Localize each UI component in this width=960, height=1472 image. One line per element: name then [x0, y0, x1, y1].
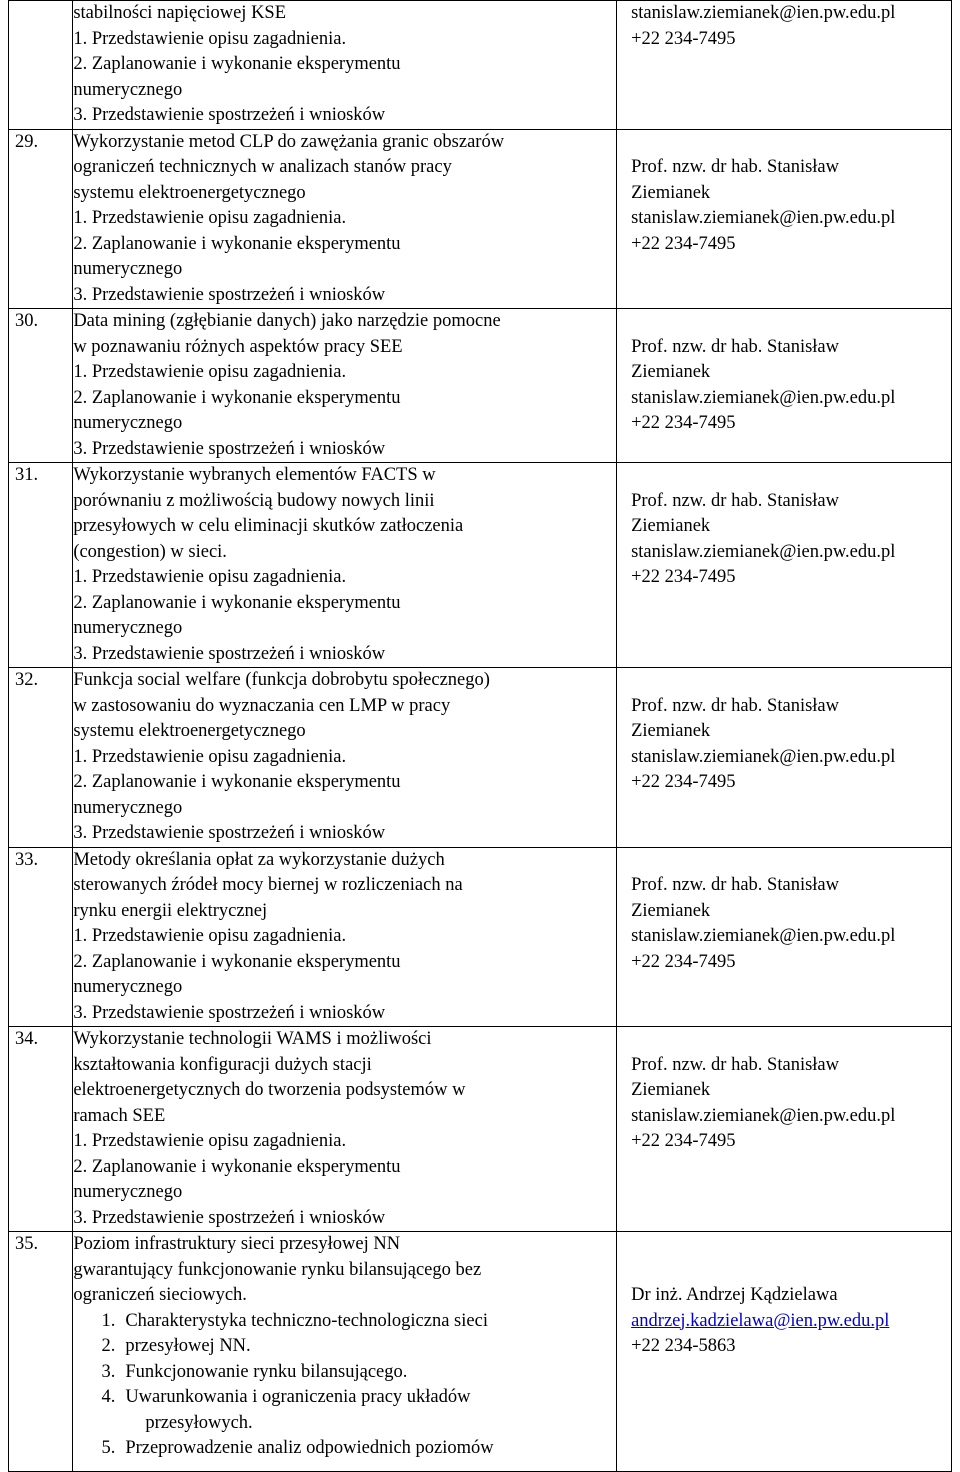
supervisor-name-cont: Ziemianek [631, 362, 711, 382]
topic-number-cell [9, 1027, 73, 1232]
supervisor-email-link[interactable]: andrzej.kadzielawa@ien.pw.edu.pl [631, 1310, 890, 1331]
supervisor-cell [617, 129, 952, 309]
topic-step: numerycznego [73, 977, 183, 997]
numbered-step [73, 1309, 616, 1335]
topic-steps [73, 1129, 616, 1231]
supervisor-name: Dr inż. Andrzej Kądzielawa [631, 1285, 838, 1305]
step-number: 2. [101, 1336, 116, 1356]
topic-steps [73, 206, 616, 308]
step-text: Funkcjonowanie rynku bilansującego. [125, 1361, 408, 1382]
supervisor-name: Prof. nzw. dr hab. Stanisław [631, 157, 839, 177]
topic-title-line: w poznawaniu różnych aspektów pracy SEE [73, 336, 403, 357]
topic-step: 1. Przedstawienie opisu zagadnienia. [73, 746, 347, 767]
topic-step: 1. Przedstawienie opisu zagadnienia. [73, 208, 347, 228]
topic-row [9, 1232, 952, 1472]
topic-title-line: stabilności napięciowej KSE [73, 3, 287, 23]
supervisor-email: stanislaw.ziemianek@ien.pw.edu.pl [631, 208, 896, 228]
step-number: 3. [101, 1361, 116, 1382]
topic-step: 2. Zaplanowanie i wykonanie eksperymentu [73, 387, 401, 408]
topic-title-line: Poziom infrastruktury sieci przesyłowej NN [73, 1234, 401, 1254]
topic-step: 2. Zaplanowanie i wykonanie eksperymentu [73, 233, 401, 254]
topic-cell [73, 129, 617, 309]
supervisor-cell [617, 1, 952, 130]
topic-cell [73, 1027, 617, 1232]
supervisor-name: Prof. nzw. dr hab. Stanisław [631, 1054, 839, 1075]
step-text: przesyłowej NN. [125, 1336, 251, 1356]
topic-step: numerycznego [73, 1182, 183, 1202]
step-number: 4. [101, 1387, 116, 1407]
topic-number: 32. [15, 670, 39, 690]
topic-step: numerycznego [73, 797, 183, 818]
topic-steps [73, 565, 616, 667]
topic-step: 2. Zaplanowanie i wykonanie eksperymentu [73, 772, 401, 792]
topic-title-line: gwarantujący funkcjonowanie rynku bilansującego bez [73, 1259, 482, 1280]
topic-number: 30. [15, 311, 39, 331]
topic-step: 3. Przedstawienie spostrzeżeń i wniosków [73, 1207, 386, 1228]
topic-row [9, 309, 952, 463]
supervisor-phone: +22 234-7495 [631, 772, 736, 792]
numbered-step [73, 1360, 616, 1386]
topic-step: 1. Przedstawienie opisu zagadnienia. [73, 1131, 347, 1151]
topics-table [8, 0, 952, 1472]
topic-row [9, 668, 952, 848]
supervisor-name: Prof. nzw. dr hab. Stanisław [631, 875, 839, 895]
numbered-step [73, 1385, 616, 1411]
topic-title-line: ramach SEE [73, 1105, 166, 1126]
topic-steps [73, 924, 616, 1026]
supervisor-email: stanislaw.ziemianek@ien.pw.edu.pl [631, 746, 896, 767]
topic-number-cell [9, 1232, 73, 1472]
topic-number: 33. [15, 849, 39, 870]
topic-step: 1. Przedstawienie opisu zagadnienia. [73, 926, 347, 946]
supervisor-phone: +22 234-7495 [631, 951, 736, 972]
topic-number-cell [9, 463, 73, 668]
topic-step: numerycznego [73, 618, 183, 638]
supervisor-email: stanislaw.ziemianek@ien.pw.edu.pl [631, 3, 896, 23]
topic-step: 2. Zaplanowanie i wykonanie eksperymentu [73, 54, 401, 74]
supervisor-email: stanislaw.ziemianek@ien.pw.edu.pl [631, 387, 896, 408]
topic-title-line: sterowanych źródeł mocy biernej w rozliczeniach na [73, 875, 463, 895]
topic-title-line: kształtowania konfiguracji dużych stacji [73, 1054, 372, 1075]
topic-step: 3. Przedstawienie spostrzeżeń i wniosków [73, 438, 386, 459]
supervisor-phone: +22 234-5863 [631, 1336, 736, 1356]
step-text: Charakterystyka techniczno-technologiczna sieci [125, 1310, 488, 1331]
step-text: Uwarunkowania i ograniczenia pracy układów [125, 1387, 471, 1407]
topic-number: 34. [15, 1029, 39, 1049]
topic-title-line: Wykorzystanie wybranych elementów FACTS w [73, 465, 436, 485]
topic-title-line: elektroenergetycznych do tworzenia podsystemów w [73, 1080, 466, 1100]
supervisor-phone: +22 234-7495 [631, 233, 736, 254]
supervisor-cell [617, 1027, 952, 1232]
topic-title-line: rynku energii elektrycznej [73, 900, 268, 921]
topic-title-line: porównaniu z możliwością budowy nowych linii [73, 490, 435, 511]
topic-title-line: w zastosowaniu do wyznaczania cen LMP w pracy [73, 695, 451, 716]
supervisor-name-cont: Ziemianek [631, 516, 711, 536]
topic-number-cell [9, 847, 73, 1027]
supervisor-name-cont: Ziemianek [631, 721, 711, 741]
topic-title-line: przesyłowych w celu eliminacji skutków zatłoczenia [73, 516, 464, 536]
supervisor-name-cont: Ziemianek [631, 182, 711, 203]
supervisor-email: stanislaw.ziemianek@ien.pw.edu.pl [631, 1105, 896, 1126]
topic-step: 2. Zaplanowanie i wykonanie eksperymentu [73, 951, 401, 972]
topic-cell [73, 668, 617, 848]
topic-row [9, 129, 952, 309]
topic-number: 29. [15, 131, 39, 152]
supervisor-phone: +22 234-7495 [631, 28, 736, 49]
topic-number-cell [9, 309, 73, 463]
topic-title-line: ograniczeń sieciowych. [73, 1285, 247, 1305]
supervisor-email: stanislaw.ziemianek@ien.pw.edu.pl [631, 926, 896, 946]
topic-step: 1. Przedstawienie opisu zagadnienia. [73, 362, 347, 382]
supervisor-cell [617, 847, 952, 1027]
topic-step: 3. Przedstawienie spostrzeżeń i wniosków [73, 105, 386, 125]
topic-row [9, 463, 952, 668]
topic-number: 31. [15, 465, 39, 485]
supervisor-cell [617, 668, 952, 848]
topic-title-line: Wykorzystanie technologii WAMS i możliwości [73, 1029, 432, 1049]
supervisor-email-wrap [617, 1309, 951, 1335]
topic-cell [73, 463, 617, 668]
numbered-step [73, 1334, 616, 1360]
topic-step: numerycznego [73, 259, 183, 279]
topic-title-line: ograniczeń technicznych w analizach stanów pracy [73, 157, 452, 177]
step-number: 5. [101, 1438, 116, 1458]
topic-number-cell [9, 668, 73, 848]
topic-step: 3. Przedstawienie spostrzeżeń i wniosków [73, 284, 386, 305]
supervisor-cell [617, 309, 952, 463]
topic-steps [73, 27, 616, 129]
topic-row [9, 1027, 952, 1232]
topic-steps [73, 360, 616, 462]
topic-cell [73, 309, 617, 463]
supervisor-phone: +22 234-7495 [631, 567, 736, 587]
topics-table-body [9, 1, 952, 1472]
supervisor-phone: +22 234-7495 [631, 413, 736, 433]
numbered-step [73, 1436, 616, 1462]
topic-title-line: systemu elektroenergetycznego [73, 721, 306, 741]
topic-step: 2. Zaplanowanie i wykonanie eksperymentu [73, 1156, 401, 1177]
topic-step: numerycznego [73, 413, 183, 433]
step-text: Przeprowadzenie analiz odpowiednich poziomów [125, 1438, 494, 1458]
topic-cell [73, 847, 617, 1027]
topic-step: 1. Przedstawienie opisu zagadnienia. [73, 28, 347, 49]
supervisor-phone: +22 234-7495 [631, 1131, 736, 1151]
step-number: 1. [101, 1310, 116, 1331]
supervisor-name-cont: Ziemianek [631, 900, 711, 921]
topic-title-line: Wykorzystanie metod CLP do zawężania granic obszarów [73, 131, 505, 152]
supervisor-email: stanislaw.ziemianek@ien.pw.edu.pl [631, 541, 896, 562]
topic-step: 3. Przedstawienie spostrzeżeń i wniosków [73, 643, 386, 664]
supervisor-name-cont: Ziemianek [631, 1080, 711, 1100]
supervisor-name: Prof. nzw. dr hab. Stanisław [631, 695, 839, 716]
topic-title-line: (congestion) w sieci. [73, 541, 227, 562]
topic-step: 1. Przedstawienie opisu zagadnienia. [73, 567, 347, 587]
topic-step: 3. Przedstawienie spostrzeżeń i wniosków [73, 1002, 386, 1023]
topic-cell [73, 1, 617, 130]
topic-row [9, 847, 952, 1027]
topic-step: numerycznego [73, 79, 183, 100]
supervisor-name: Prof. nzw. dr hab. Stanisław [631, 490, 839, 511]
topic-row [9, 1, 952, 130]
supervisor-name: Prof. nzw. dr hab. Stanisław [631, 336, 839, 357]
topic-title-line: Funkcja social welfare (funkcja dobrobytu społecznego) [73, 670, 490, 690]
topic-number-cell [9, 129, 73, 309]
topic-number: 35. [15, 1234, 39, 1254]
topic-number-cell [9, 1, 73, 130]
supervisor-cell [617, 1232, 952, 1472]
topic-title-line: systemu elektroenergetycznego [73, 182, 306, 203]
topic-step: 2. Zaplanowanie i wykonanie eksperymentu [73, 592, 401, 613]
topic-steps [73, 745, 616, 847]
topic-cell [73, 1232, 617, 1472]
topic-step: 3. Przedstawienie spostrzeżeń i wniosków [73, 823, 386, 843]
supervisor-cell [617, 463, 952, 668]
step-text-cont: przesyłowych. [145, 1412, 253, 1433]
topic-title-line: Data mining (zgłębianie danych) jako narzędzie pomocne [73, 311, 501, 331]
topic-title-line: Metody określania opłat za wykorzystanie dużych [73, 849, 445, 870]
